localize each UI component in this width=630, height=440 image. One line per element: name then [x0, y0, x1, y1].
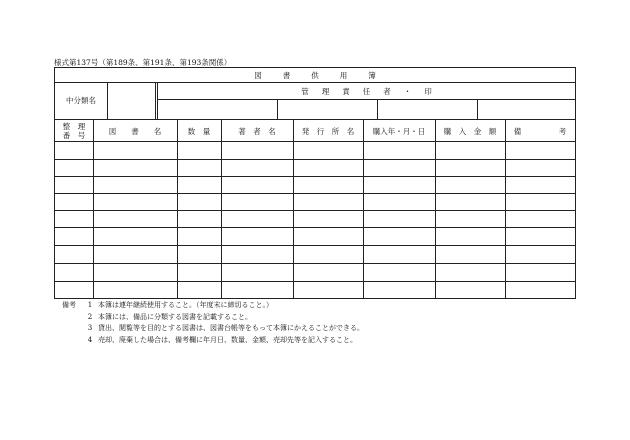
table-row [55, 176, 575, 177]
column-header-remarks: 備 考 [513, 126, 567, 136]
note-item [62, 335, 364, 347]
column-header-purchase-amount: 購 入 金 額 [443, 126, 497, 136]
table-row [55, 281, 575, 282]
chubun-label: 中分類名 [66, 95, 96, 105]
column-header-bango: 番 号 [62, 131, 86, 140]
ledger-title: 図書供用簿 [254, 70, 397, 80]
note-text: 本簿には、備品に分類する図書を記載すること。 [98, 312, 252, 321]
title-divider [55, 82, 575, 83]
header-divider-top [55, 119, 575, 120]
column-header-purchase-date: 購入年・月・日 [372, 126, 426, 136]
table-row [55, 263, 575, 264]
col-line-6 [435, 119, 436, 299]
col-line-7 [505, 119, 506, 299]
note-text: 売却、廃棄した場合は、備考欄に年月日、数量、金額、売却先等を記入すること。 [98, 336, 357, 345]
note-number: 3 [87, 324, 93, 333]
table-row [55, 210, 575, 211]
ledger-table [54, 67, 576, 299]
column-header-publisher: 発 行 所 名 [301, 126, 355, 136]
table-row [55, 159, 575, 160]
note-number: 2 [87, 312, 93, 321]
col-line-4 [293, 119, 294, 299]
stamp-field-2[interactable] [278, 100, 376, 118]
note-text: 本簿は連年継続使用すること。（年度末に締切ること。） [98, 301, 273, 309]
table-row [55, 227, 575, 228]
stamp-field-1[interactable] [159, 100, 276, 118]
col-line-5 [363, 119, 364, 299]
manager-label: 管理責任者・印 [301, 86, 445, 96]
column-header-quantity: 数 量 [187, 126, 211, 136]
col-line-2 [177, 119, 178, 299]
note-item [62, 323, 364, 335]
notes-block [62, 300, 364, 347]
stamp-field-4[interactable] [478, 100, 574, 118]
note-text: 貸出、閲覧等を目的とする図書は、図書台帳等をもって本簿にかえることができる。 [98, 324, 364, 333]
column-header-author: 著 者 名 [238, 126, 276, 136]
column-header-title: 図 書 名 [108, 126, 162, 136]
stamp-field-3[interactable] [378, 100, 476, 118]
col-line-1 [93, 119, 94, 299]
header-divider-bottom [55, 141, 575, 142]
table-row [55, 193, 575, 194]
table-row [55, 245, 575, 246]
note-number: 4 [87, 336, 93, 345]
form-caption: 様式第137号（第189条、第191条、第193条関係） [54, 58, 232, 67]
note-item [62, 312, 364, 324]
col-line-3 [221, 119, 222, 299]
chubun-value-field[interactable] [108, 84, 154, 116]
notes-label: 備考 [62, 301, 76, 309]
column-header-seiri: 整 理 [62, 122, 86, 131]
note-number: 1 [87, 301, 93, 309]
column-header-seiri-bango [55, 121, 93, 141]
note-item [62, 300, 364, 312]
